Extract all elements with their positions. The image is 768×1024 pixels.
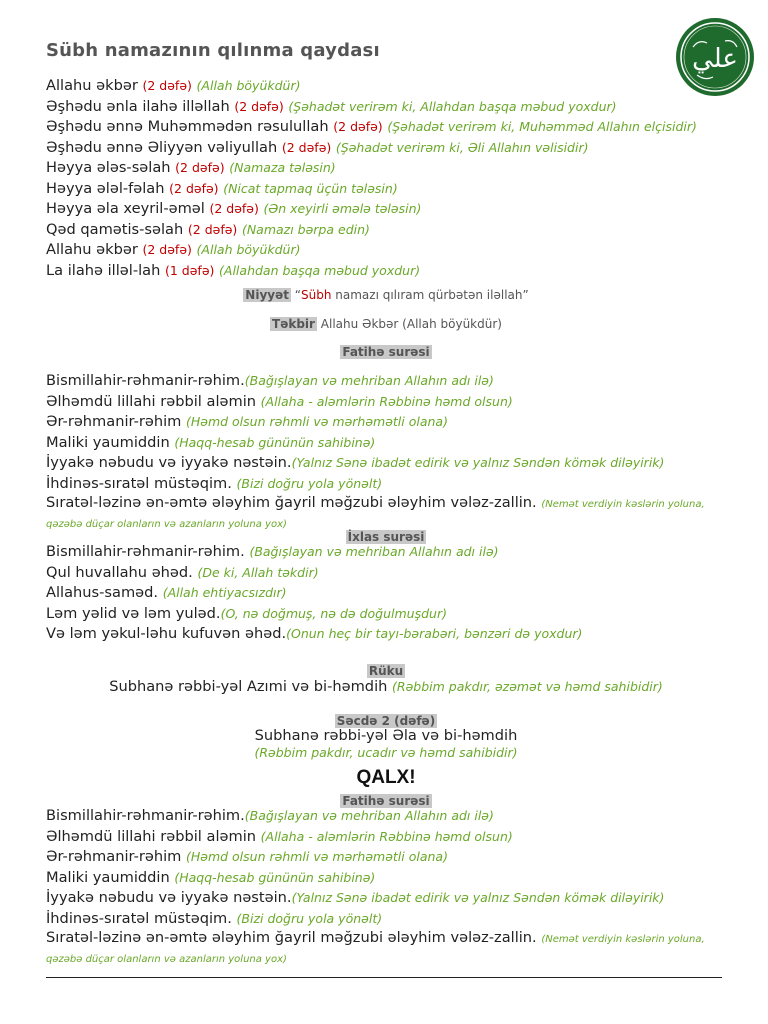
azan-text: Əşhədu ənnə Əliyyən vəliyullah (46, 138, 278, 156)
fatiha-line (46, 392, 726, 413)
ixlas-line (46, 542, 582, 563)
azan-translation: (Namazı bərpa edin) (241, 221, 370, 237)
fatiha-line (46, 371, 726, 392)
fatiha-line (46, 806, 726, 827)
ixlas-translation: (O, nə doğmuş, nə də doğulmuşdur) (220, 605, 447, 621)
azan-count: (2 dəfə) (142, 78, 192, 93)
fatiha-text: Bismillahir-rəhmanir-rəhim. (46, 372, 245, 389)
qalx-heading-row (46, 767, 726, 789)
azan-count: (1 dəfə) (164, 262, 215, 278)
azan-translation: (Şəhadət verirəm ki, Əli Allahın vəlisidir) (335, 139, 589, 155)
ixlas-text: Ləm yəlid və ləm yuləd. (46, 604, 221, 622)
fatiha-translation: (Bağışlayan və mehriban Allahın adı ilə) (244, 373, 494, 388)
azan-count: (2 dəfə) (169, 180, 219, 196)
fatiha-header-row (46, 341, 726, 360)
ruku-translation: (Rəbbim pakdır, əzəmət və həmd sahibidir) (392, 679, 663, 694)
fatiha-translation: (Haqq-hesab gününün sahibinə) (174, 434, 376, 450)
fatiha-text: Maliki yaumiddin (46, 433, 175, 451)
azan-count: (2 dəfə) (333, 119, 383, 134)
fatiha2-section (46, 806, 726, 969)
azan-line (46, 138, 697, 159)
azan-count: (2 dəfə) (234, 98, 284, 114)
fatiha-text: Əlhəmdü lillahi rəbbil aləmin (46, 392, 261, 410)
azan-text: Əşhədu ənla ilahə illəllah (46, 97, 230, 115)
fatiha-translation: (Həmd olsun rəhmli və mərhəmətli olana) (185, 849, 448, 864)
fatiha-line (46, 868, 726, 889)
niyyat-text: namazı qılıram qürbətən iləllah” (331, 288, 529, 302)
ruku-text: Subhanə rəbbi-yəl Azımi və bi-həmdih (109, 678, 393, 695)
fatiha-text: Əlhəmdü lillahi rəbbil aləmin (46, 827, 261, 845)
ixlas-line (46, 604, 582, 625)
azan-translation: (Allah böyükdür) (196, 242, 301, 257)
fatiha-last-translation: (Nemət verdiyin kəslərin yoluna, qəzəbə düçar olanların və azanların yoluna yox) (46, 499, 705, 530)
qalx-heading: QALX! (356, 767, 416, 788)
azan-line (46, 158, 697, 179)
sajda-text: Subhanə rəbbi-yəl Əla və bi-həmdih (254, 727, 518, 744)
azan-line (46, 240, 697, 261)
azan-count: (2 dəfə) (209, 201, 259, 216)
fatiha-translation: (Haqq-hesab gününün sahibinə) (174, 869, 376, 885)
azan-text: La ilahə illəl-lah (46, 261, 161, 279)
azan-translation: (Nicat tapmaq üçün tələsin) (223, 180, 398, 196)
azan-translation: (Allah böyükdür) (196, 78, 301, 93)
ixlas-translation: (De ki, Allah təkdir) (197, 564, 319, 580)
takbir-label: Təkbir (272, 317, 315, 331)
fatiha-text: İhdinəs-sıratəl müstəqim. (46, 474, 237, 492)
fatiha-translation: (Bizi doğru yola yönəlt) (236, 475, 383, 491)
page-title: Sübh namazının qılınma qaydası (46, 40, 380, 61)
fatiha-translation: (Yalnız Sənə ibadət edirik və yalnız Səndən kömək diləyirik) (291, 455, 665, 470)
ruku-line (46, 677, 726, 698)
azan-translation: (Şəhadət verirəm ki, Allahdan başqa məbud yoxdur) (288, 98, 617, 114)
ixlas-translation: (Allah ehtiyacsızdır) (162, 585, 287, 600)
azan-count: (2 dəfə) (142, 242, 192, 257)
azan-text: Həyya ələs-sәlah (46, 159, 171, 176)
azan-count: (2 dəfə) (175, 160, 225, 175)
azan-translation: (Namaza tələsin) (229, 160, 336, 175)
ixlas-line (46, 563, 582, 584)
bottom-divider (46, 977, 722, 978)
sajda-header: Səcdə 2 (dəfə) (336, 714, 436, 728)
ixlas-text: Bismillahir-rəhmanir-rəhim. (46, 543, 250, 560)
fatiha2-header: Fatihə surəsi (342, 794, 430, 808)
fatiha-translation: (Bizi doğru yola yönəlt) (236, 910, 383, 926)
ixlas-translation: (Onun heç bir tayı-bərabəri, bənzəri də yoxdur) (286, 626, 583, 641)
azan-line (46, 97, 697, 118)
ixlas-text: Qul huvallahu əhəd. (46, 563, 198, 581)
fatiha-translation: (Allaha - aləmlərin Rəbbinə həmd olsun) (260, 393, 513, 409)
azan-line (46, 76, 697, 97)
azan-line (46, 179, 697, 200)
azan-text: Əşhədu ənnə Muhəmmədən rəsulullah (46, 118, 329, 135)
fatiha-line (46, 474, 726, 495)
sajda-translation-row (46, 744, 726, 761)
fatiha-text: Maliki yaumiddin (46, 868, 175, 886)
fatiha2-last-text: Sıratəl-ləzinə ən-əmtə ələyhim ğayril məğzubi ələyhim vələz-zallin. (46, 929, 542, 946)
fatiha-text: Bismillahir-rəhmanir-rəhim. (46, 807, 245, 824)
azan-text: Həyya ələl-fəlah (46, 179, 165, 197)
fatiha-line (46, 847, 726, 868)
azan-count: (2 dəfə) (281, 139, 332, 155)
fatiha-last-text: Sıratəl-ləzinə ən-əmtə ələyhim ğayril məğzubi ələyhim vələz-zallin. (46, 494, 542, 511)
niyyat-label: Niyyət (245, 288, 289, 302)
niyyat-quote: “ (294, 288, 302, 302)
sajda-translation: (Rəbbim pakdır, ucadır və həmd sahibidir) (254, 745, 518, 760)
fatiha-text: Ər-rəhmanir-rəhim (46, 848, 186, 865)
fatiha-translation: (Həmd olsun rəhmli və mərhəmətli olana) (185, 414, 448, 429)
fatiha-translation: (Yalnız Sənə ibadət edirik və yalnız Səndən kömək diləyirik) (291, 890, 665, 905)
ixlas-text: Allahus-saməd. (46, 584, 163, 601)
niyyat-subh: Sübh (301, 288, 332, 302)
fatiha-header: Fatihə surəsi (342, 345, 430, 359)
fatiha-text: Ər-rəhmanir-rəhim (46, 413, 186, 430)
fatiha2-last-translation: (Nemət verdiyin kəslərin yoluna, qəzəbə düçar olanların və azanların yoluna yox) (46, 934, 705, 965)
ixlas-translation: (Bağışlayan və mehriban Allahın adı ilə) (249, 544, 499, 559)
azan-text: Qəd qamətis-səlah (46, 220, 184, 238)
ruku-header: Rüku (368, 664, 404, 678)
azan-line (46, 220, 697, 241)
fatiha-translation: (Allaha - aləmlərin Rəbbinə həmd olsun) (260, 828, 513, 844)
fatiha-text: İhdinəs-sıratəl müstəqim. (46, 909, 237, 927)
azan-text: Allahu əkbər (46, 241, 138, 258)
azan-text: Allahu əkbər (46, 77, 138, 94)
ixlas-text: Və ləm yəkul-ləhu kufuvən əhəd. (46, 625, 287, 642)
takbir-line (46, 313, 726, 332)
azan-count: (2 dəfə) (187, 221, 238, 237)
azan-translation: (Ən xeyirli əmələ tələsin) (263, 201, 422, 216)
fatiha-line (46, 453, 726, 474)
azan-line (46, 117, 697, 138)
fatiha-translation: (Bağışlayan və mehriban Allahın adı ilə) (244, 808, 494, 823)
fatiha-line (46, 412, 726, 433)
fatiha-line (46, 827, 726, 848)
fatiha-text: İyyakə nəbudu və iyyakə nəstəin. (46, 889, 292, 906)
fatiha2-last-line (46, 929, 726, 969)
niyyat-line (46, 284, 726, 303)
azan-line (46, 199, 697, 220)
azan-section (46, 76, 697, 281)
logo-text: علي (692, 44, 738, 74)
fatiha-text: İyyakə nəbudu və iyyakə nəstəin. (46, 454, 292, 471)
ixlas-section (46, 542, 582, 645)
takbir-text: Allahu Əkbər (Allah böyükdür) (316, 317, 502, 331)
fatiha-line (46, 433, 726, 454)
ixlas-header: İxlas surəsi (347, 530, 425, 544)
fatiha-line (46, 909, 726, 930)
ixlas-line (46, 583, 582, 604)
azan-translation: (Allahdan başqa məbud yoxdur) (219, 262, 421, 278)
azan-translation: (Şəhadət verirəm ki, Muhəmməd Allahın elçisidir) (387, 119, 697, 134)
azan-text: Həyya əla xeyril-əməl (46, 200, 205, 217)
azan-line (46, 261, 697, 282)
ixlas-line (46, 624, 582, 645)
fatiha-line (46, 888, 726, 909)
fatiha-section (46, 371, 726, 534)
